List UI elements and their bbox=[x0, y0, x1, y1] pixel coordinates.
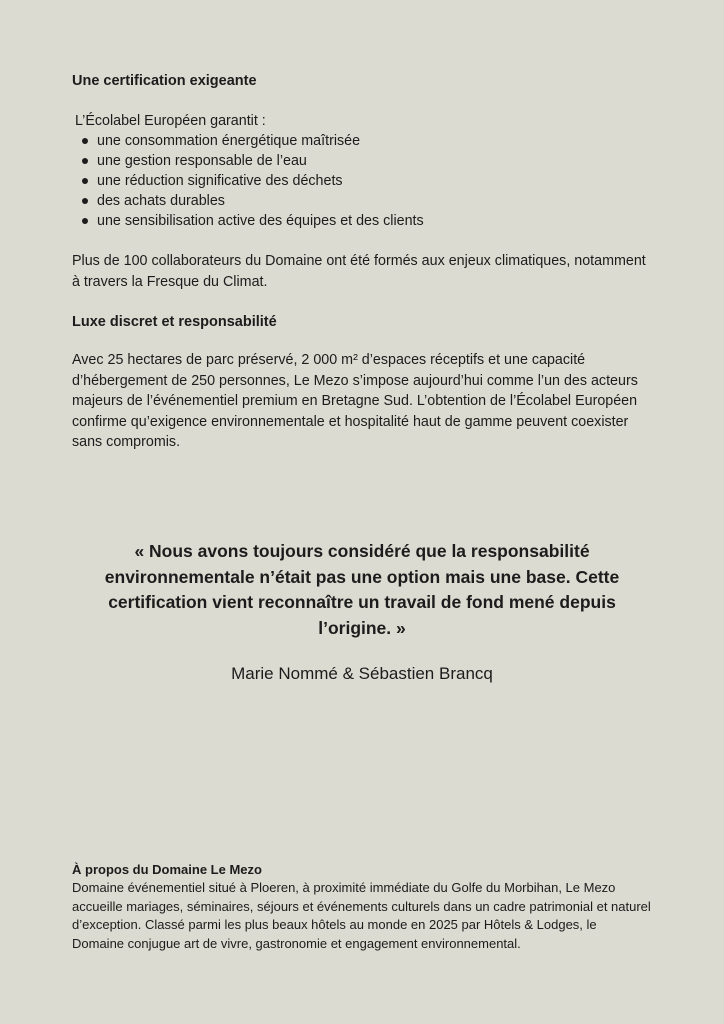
ecolabel-intro: L’Écolabel Européen garantit : bbox=[75, 113, 266, 129]
list-item: une consommation énergétique maîtrisée bbox=[72, 131, 424, 151]
about-text: Domaine événementiel situé à Ploeren, à proximité immédiate du Golfe du Morbihan, Le Mezo accueille mariages, séminaires, séjours et événements culturels dans un cadre patrimonial et naturel d’exception. Classé parmi les plus beaux hôtels au monde en 2025 par Hôtels & Lodges, le Domaine conjugue art de vivre, gastronomie et engagement environnemental. bbox=[72, 880, 651, 951]
luxury-paragraph: Avec 25 hectares de parc préservé, 2 000 m² d’espaces réceptifs et une capacité d’hébergement de 250 personnes, Le Mezo s’impose aujourd’hui comme l’un des acteurs majeurs de l’événementiel premium en Bretagne Sud. L’obtention de l’Écolabel Européen confirme qu’exigence environnementale et hospitalité haut de gamme peuvent coexister sans compromis. bbox=[72, 352, 638, 450]
training-paragraph: Plus de 100 collaborateurs du Domaine ont été formés aux enjeux climatiques, notamment à travers la Fresque du Climat. bbox=[72, 253, 646, 290]
list-item: une sensibilisation active des équipes et des clients bbox=[72, 211, 424, 231]
list-item: une réduction significative des déchets bbox=[72, 171, 424, 191]
luxury-heading: Luxe discret et responsabilité bbox=[72, 314, 277, 330]
certification-heading: Une certification exigeante bbox=[72, 73, 257, 89]
about-heading: À propos du Domaine Le Mezo bbox=[72, 862, 262, 877]
quote-author: Marie Nommé & Sébastien Brancq bbox=[231, 664, 493, 683]
list-item: des achats durables bbox=[72, 191, 424, 211]
list-item: une gestion responsable de l’eau bbox=[72, 151, 424, 171]
guarantee-list bbox=[72, 131, 424, 231]
pull-quote: « Nous avons toujours considéré que la responsabilité environnementale n’était pas une option mais une base. Cette certification vient reconnaître un travail de fond mené depuis l’origine. » bbox=[104, 541, 620, 638]
